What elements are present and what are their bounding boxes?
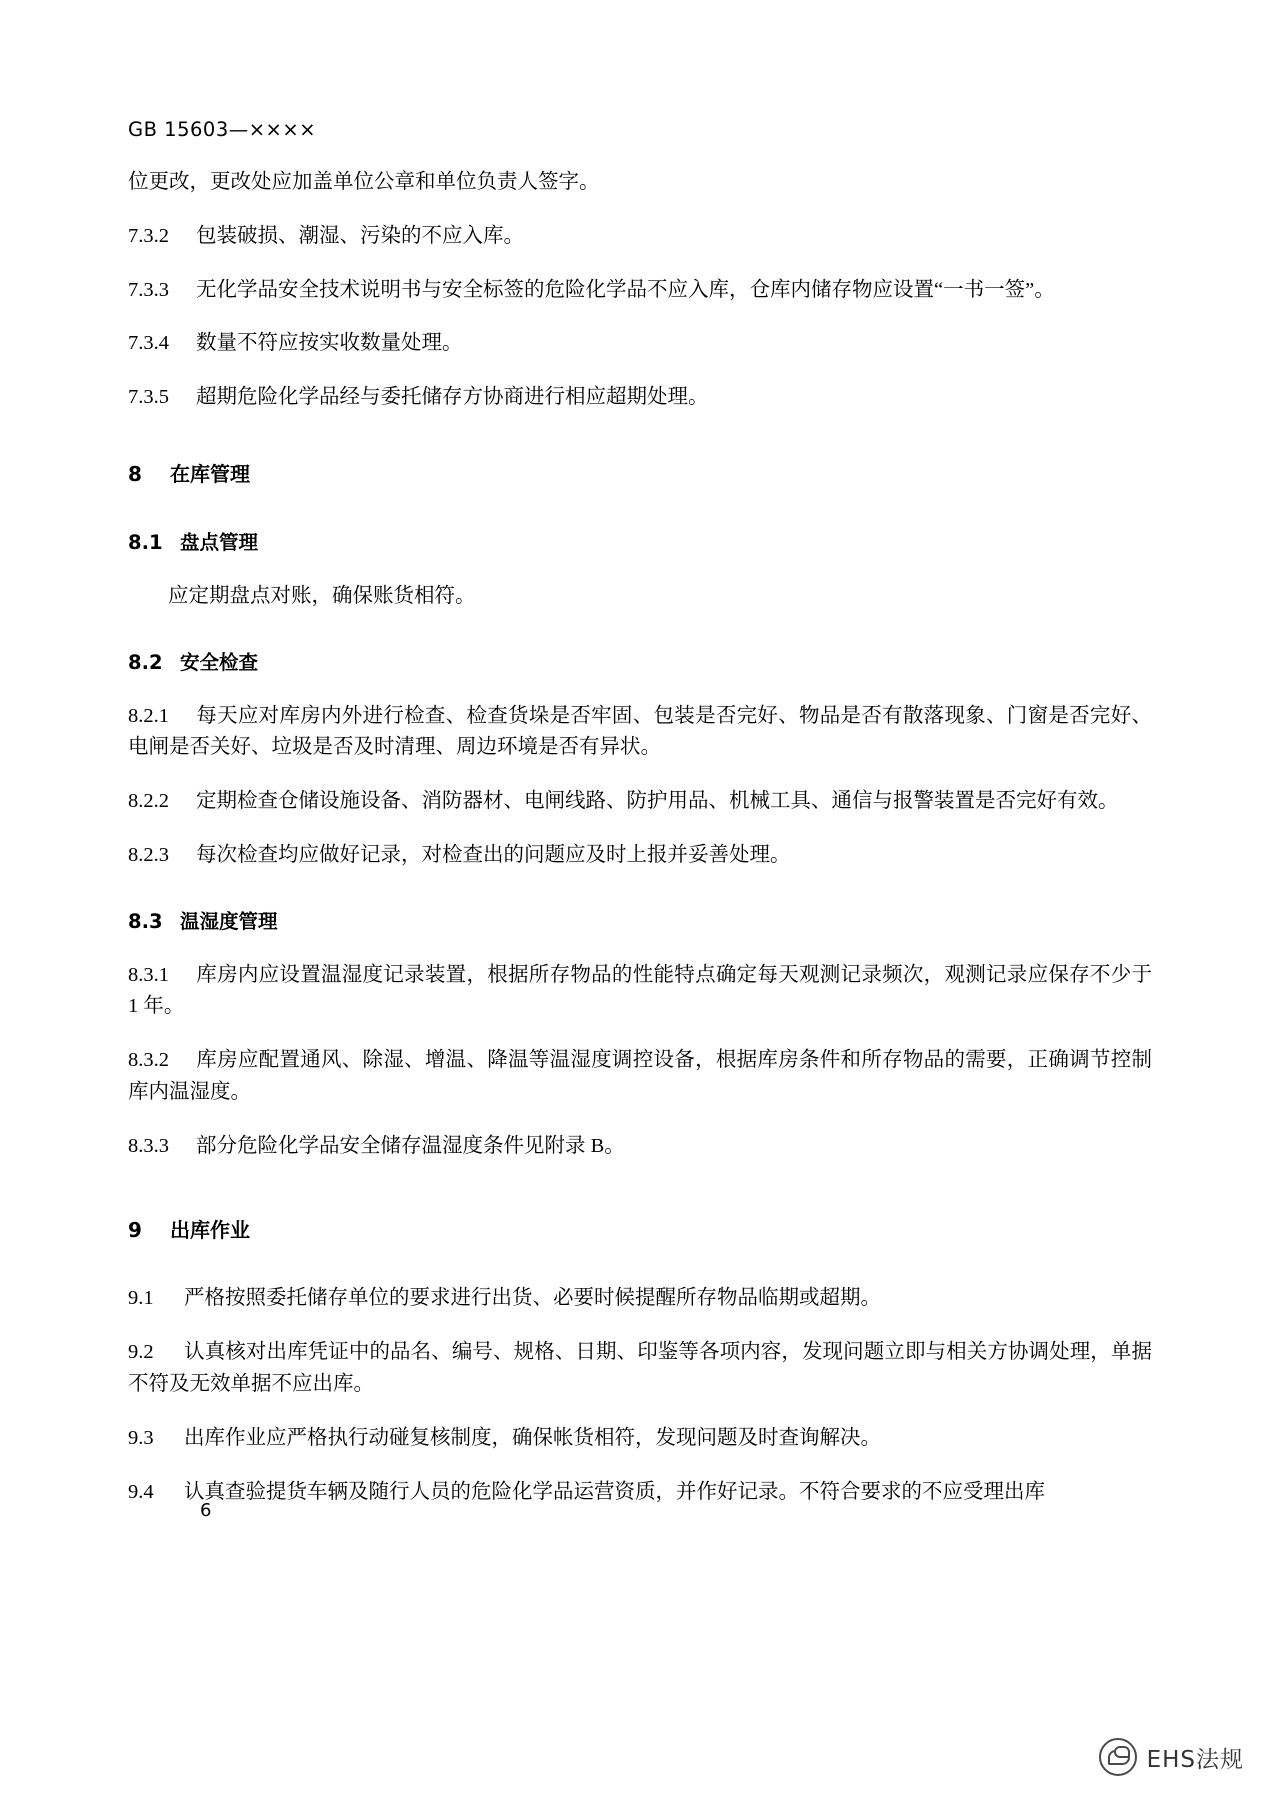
paragraph-text: 位更改，更改处应加盖单位公章和单位负责人签字。 — [128, 171, 600, 193]
clause-text: 数量不符应按实收数量处理。 — [196, 332, 463, 355]
clause-number: 7.3.2 — [128, 224, 169, 247]
clause-number: 7.3.4 — [128, 332, 169, 355]
section-number: 8 — [128, 461, 142, 486]
clause-number: 8.2.1 — [128, 704, 169, 727]
clause-8-3-1 — [128, 960, 1152, 1024]
clause-text: 部分危险化学品安全储存温湿度条件见附录 B。 — [196, 1134, 625, 1157]
section-title: 温湿度管理 — [180, 909, 278, 933]
speech-bubble-icon — [1099, 1738, 1137, 1776]
section-heading-8-3 — [128, 906, 1152, 934]
page-number: 6 — [200, 1500, 212, 1521]
clause-number: 8.2.2 — [128, 790, 169, 813]
clause-number: 7.3.5 — [128, 386, 169, 409]
clause-9-1 — [128, 1283, 1152, 1315]
clause-text: 严格按照委托储存单位的要求进行出货、必要时候提醒所存物品临期或超期。 — [184, 1287, 881, 1310]
clause-9-3 — [128, 1423, 1152, 1455]
clause-text: 库房内应设置温湿度记录装置，根据所存物品的性能特点确定每天观测记录频次，观测记录应保存不少于 1 年。 — [128, 963, 1152, 1018]
clause-8-2-1 — [128, 701, 1152, 765]
clause-9-2 — [128, 1337, 1152, 1401]
clause-7-3-4 — [128, 328, 1152, 360]
section-number: 8.2 — [128, 650, 163, 674]
clause-8-1-body: 应定期盘点对账，确保账货相符。 — [168, 584, 476, 607]
clause-text: 每次检查均应做好记录，对检查出的问题应及时上报并妥善处理。 — [196, 843, 791, 866]
clause-number: 8.3.2 — [128, 1049, 169, 1072]
section-heading-8-1 — [128, 527, 1152, 555]
clause-text: 出库作业应严格执行动碰复核制度，确保帐货相符，发现问题及时查询解决。 — [184, 1426, 881, 1449]
clause-text: 包装破损、潮湿、污染的不应入库。 — [196, 224, 524, 247]
clause-7-3-2 — [128, 221, 1152, 253]
clause-8-2-3 — [128, 840, 1152, 872]
clause-number: 7.3.3 — [128, 278, 169, 301]
clause-text: 超期危险化学品经与委托储存方协商进行相应超期处理。 — [196, 386, 709, 409]
section-number: 8.1 — [128, 530, 163, 554]
paragraph-continuation — [128, 167, 1152, 199]
section-heading-9 — [128, 1214, 1152, 1243]
clause-number: 9.4 — [128, 1480, 154, 1503]
clause-number: 8.3.1 — [128, 963, 169, 986]
section-number: 8.3 — [128, 909, 163, 933]
clause-text: 认真查验提货车辆及随行人员的危险化学品运营资质，并作好记录。不符合要求的不应受理出库 — [184, 1480, 1045, 1503]
section-heading-8 — [128, 458, 1152, 487]
clause-text: 每天应对库房内外进行检查、检查货垛是否牢固、包装是否完好、物品是否有散落现象、门窗是否完好、电闸是否关好、垃圾是否及时清理、周边环境是否有异状。 — [128, 704, 1152, 759]
clause-number: 9.1 — [128, 1287, 154, 1310]
section-title: 盘点管理 — [180, 530, 259, 554]
watermark-label: EHS法规 — [1146, 1746, 1244, 1773]
clause-number: 8.3.3 — [128, 1134, 169, 1157]
clause-number: 9.3 — [128, 1426, 154, 1449]
clause-number: 8.2.3 — [128, 843, 169, 866]
clause-9-4 — [128, 1477, 1152, 1509]
clause-text: 定期检查仓储设施设备、消防器材、电闸线路、防护用品、机械工具、通信与报警装置是否完好有效。 — [196, 790, 1119, 813]
section-title: 出库作业 — [170, 1218, 250, 1243]
watermark — [1099, 1738, 1244, 1776]
clause-8-2-2 — [128, 786, 1152, 818]
clause-text: 库房应配置通风、除湿、增温、降温等温湿度调控设备，根据库房条件和所存物品的需要，正确调节控制库内温湿度。 — [128, 1049, 1152, 1103]
clause-8-3-2 — [128, 1045, 1152, 1109]
section-title: 在库管理 — [170, 461, 250, 486]
section-heading-8-2 — [128, 647, 1152, 675]
clause-text: 认真核对出库凭证中的品名、编号、规格、日期、印鉴等各项内容，发现问题立即与相关方协调处理，单据不符及无效单据不应出库。 — [128, 1341, 1152, 1396]
clause-text: 无化学品安全技术说明书与安全标签的危险化学品不应入库，仓库内储存物应设置“一书一签”。 — [196, 278, 1055, 301]
clause-number: 9.2 — [128, 1341, 154, 1364]
standard-header: GB 15603—×××× — [128, 118, 317, 141]
page-content — [128, 118, 1152, 1530]
clause-7-3-5 — [128, 382, 1152, 414]
clause-8-3-3 — [128, 1131, 1152, 1163]
clause-7-3-3 — [128, 275, 1152, 307]
section-title: 安全检查 — [180, 650, 259, 674]
section-number: 9 — [128, 1218, 142, 1243]
